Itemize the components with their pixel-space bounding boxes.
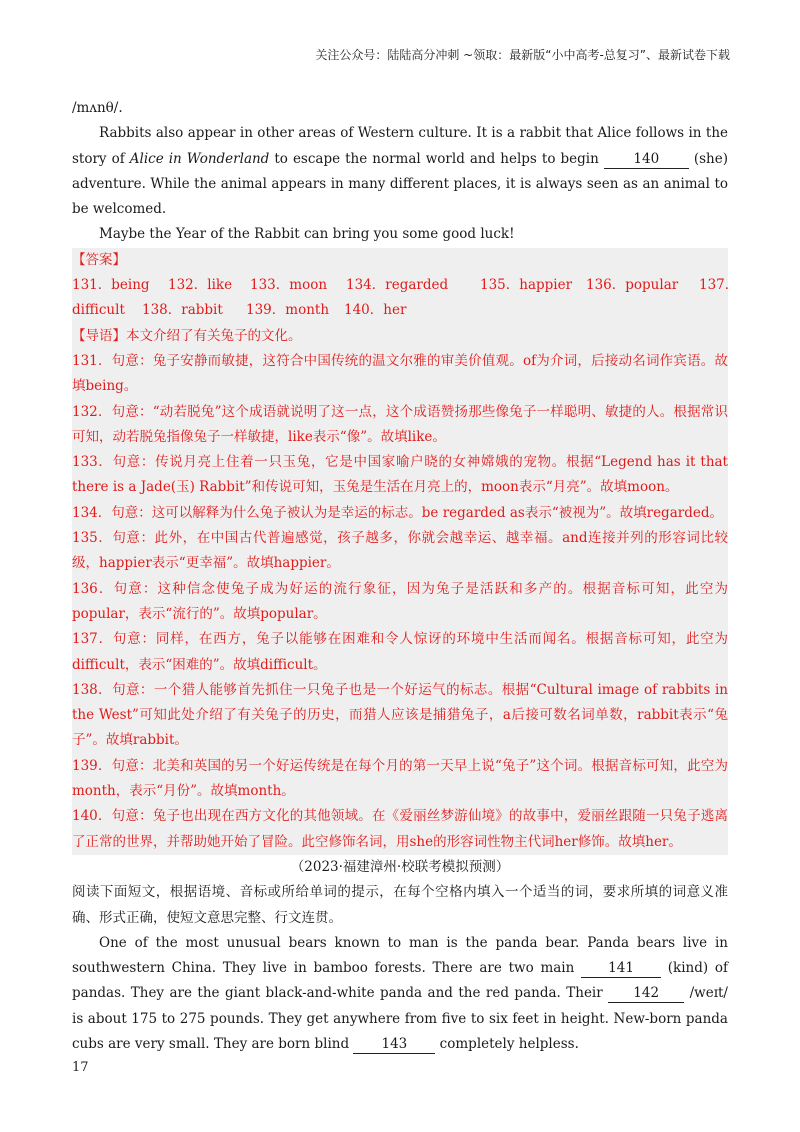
explanation-133: 133．句意：传说月亮上住着一只玉兔，它是中国家喻户晓的女神嫦娥的宠物。根据“Legend has it that there is a Jade(玉) Rabbit”和传说可知，玉兔是生活在月亮上的，moon表示“月亮”。故填moon。 [72,454,728,496]
blank-143: 143 [353,1035,435,1054]
answer-item: 131．being [72,277,150,294]
explanation-136: 136．句意：这种信念使兔子成为好运的流行象征，因为兔子是活跃和多产的。根据音标可知，此空为popular，表示“流行的”。故填popular。 [72,580,728,622]
explanation-139: 139．句意：北美和英国的另一个好运传统是在每个月的第一天早上说“兔子”这个词。根据音标可知，此空为month，表示“月份”。故填month。 [72,757,728,800]
answer-label: 【答案】 [72,251,126,268]
answer-item: difficult [72,302,125,319]
passage-text: (kind) of pandas. They are the giant black-and-white panda and the red panda. Their [72,960,729,1002]
passage-text: One of the most unusual bears known to man is the panda bear. Panda bears live in southwestern China. They live in bamboo forests. There are two main [72,934,728,977]
book-title: Alice in Wonderland [129,150,270,167]
explanation-134: 134．句意：这可以解释为什么兔子被认为是幸运的标志。be regarded as表示“被视为”。故填regarded。 [72,504,723,521]
answer-item: 133．moon [250,277,328,294]
passage-paragraph: Maybe the Year of the Rabbit can bring you some good luck! [99,226,515,243]
answer-row-2 [72,298,728,323]
answer-block [72,248,739,855]
answer-row-1 [72,273,739,298]
blank-140: 140 [604,150,689,169]
passage-text: completely helpless. [435,1035,579,1052]
guide-text: 【导语】本文介绍了有关兔子的文化。 [72,327,302,344]
passage-paragraph [72,121,728,222]
answer-item: 135．happier [480,277,573,294]
section-source: （2023·福建漳州·校联考模拟预测） [290,858,510,875]
answer-item: 138．rabbit [142,302,223,319]
answer-item: 137． [699,277,739,294]
explanation-132: 132．句意：“动若脱兔”这个成语就说明了这一点，这个成语赞扬那些像兔子一样聪明、敏捷的人。根据常识可知，动若脱兔指像兔子一样敏捷，like表示“像”。故填like。 [72,403,728,445]
explanation-135: 135．句意：此外，在中国古代普遍感觉，孩子越多，你就会越幸运、越幸福。and连接并列的形容词比较级，happier表示“更幸福”。故填happier。 [72,530,728,572]
answer-item: 136．popular [586,277,679,294]
section-instructions: 阅读下面短文，根据语境、音标或所给单词的提示，在每个空格内填入一个适当的词，要求所填的词意义准确、形式正确，使短文意思完整、行文连贯。 [72,884,728,926]
passage-text: /weɪt/ is about 175 to 275 pounds. They get anywhere from five to six feet in height. New-born panda cubs are very small. They are born blind [72,985,728,1052]
explanation-131: 131．句意：兔子安静而敏捷，这符合中国传统的温文尔雅的审美价值观。of为介词，后接动名词作宾语。故填being。 [72,352,728,395]
answer-item: 140．her [344,302,407,319]
explanation-137: 137．句意：同样，在西方，兔子以能够在困难和令人惊讶的环境中生活而闻名。根据音标可知，此空为difficult，表示“困难的”。故填difficult。 [72,631,728,673]
passage-paragraph [72,931,728,1057]
explanation-140: 140．句意：兔子也出现在西方文化的其他领域。在《爱丽丝梦游仙境》的故事中，爱丽丝跟随一只兔子逃离了正常的世界，并帮助她开始了冒险。此空修饰名词，用she的形容词性物主代词her修饰。故填her。 [72,808,728,850]
page-header: 关注公众号：陆陆高分冲刺 ~领取：最新版“小中高考-总复习”、最新试卷下载 [315,48,730,62]
passage-text: Rabbits also appear in other areas of Western culture. It is a rabbit that Alice follows in the story of [72,125,728,167]
phonetic-line: /mʌnθ/. [72,100,123,116]
page-content [72,96,739,1057]
answer-item: 134．regarded [346,277,449,294]
passage-text: to escape the normal world and helps to begin [269,150,604,167]
answer-item: 132．like [168,277,233,294]
passage-text: (she) adventure. While the animal appears in many different places, it is always seen as an animal to be welcomed. [72,150,728,218]
blank-142: 142 [608,984,684,1003]
page-number: 17 [72,1060,89,1075]
answer-item: 139．month [246,302,330,319]
explanation-138: 138．句意：一个猎人能够首先抓住一只兔子也是一个好运气的标志。根据“Cultural image of rabbits in the West”可知此处介绍了有关兔子的历史，而猎人应该是捕猎兔子，a后接可数名词单数，rabbit表示“兔子”。故填rabbit。 [72,681,728,749]
blank-141: 141 [581,959,661,978]
